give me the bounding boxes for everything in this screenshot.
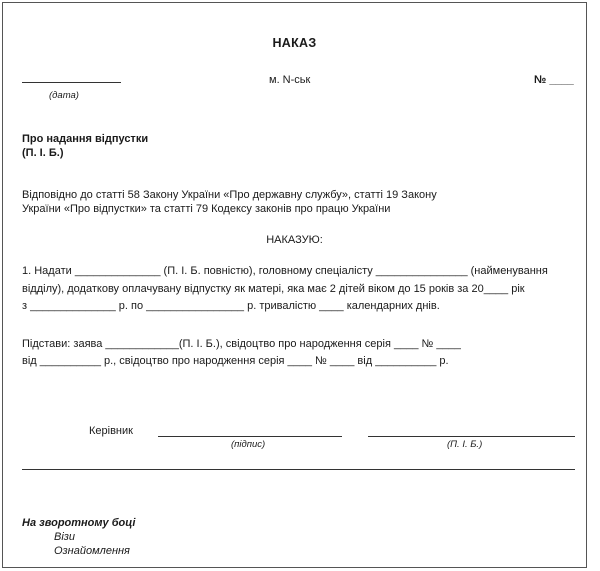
grounds-line-1: Підстави: заява ____________(П. І. Б.), свідоцтво про народження серія ____ № ____ — [22, 338, 461, 350]
grounds-line-2: від __________ р., свідоцтво про народження серія ____ № ____ від __________ р. — [22, 355, 449, 367]
order-word: НАКАЗУЮ: — [266, 234, 323, 246]
date-hint: (дата) — [49, 90, 79, 101]
name-line — [368, 436, 575, 437]
item1-line-1: 1. Надати ______________ (П. І. Б. повністю), головному спеціалісту _______________ (найменування — [22, 265, 548, 277]
back-side-heading: На зворотному боці — [22, 517, 136, 529]
preamble-line-1: Відповідно до статті 58 Закону України «Про державну службу», статті 19 Закону — [22, 189, 437, 201]
back-side-acknowledgement: Ознайомлення — [54, 545, 130, 557]
city-label: м. N-ськ — [269, 74, 311, 86]
item1-line-2: відділу), додаткову оплачувану відпустку як матері, яка має 2 дітей віком до 15 років за 20____ рік — [22, 283, 525, 295]
preamble-line-2: України «Про відпустки» та статті 79 Кодексу законів про працю України — [22, 203, 391, 215]
signature-line — [158, 436, 342, 437]
section-divider — [22, 469, 575, 470]
order-document — [2, 2, 587, 568]
subject-line-1: Про надання відпустки — [22, 133, 149, 145]
item1-line-3: з ______________ р. по ________________ р. тривалістю ____ календарних днів. — [22, 300, 440, 312]
signature-role: Керівник — [89, 425, 133, 437]
name-hint: (П. І. Б.) — [447, 439, 483, 450]
subject-line-2: (П. І. Б.) — [22, 147, 64, 159]
document-title: НАКАЗ — [272, 36, 317, 50]
signature-hint: (підпис) — [231, 439, 266, 450]
back-side-visas: Візи — [54, 531, 76, 543]
order-number: № ____ — [534, 74, 574, 86]
date-field-line — [22, 82, 121, 83]
